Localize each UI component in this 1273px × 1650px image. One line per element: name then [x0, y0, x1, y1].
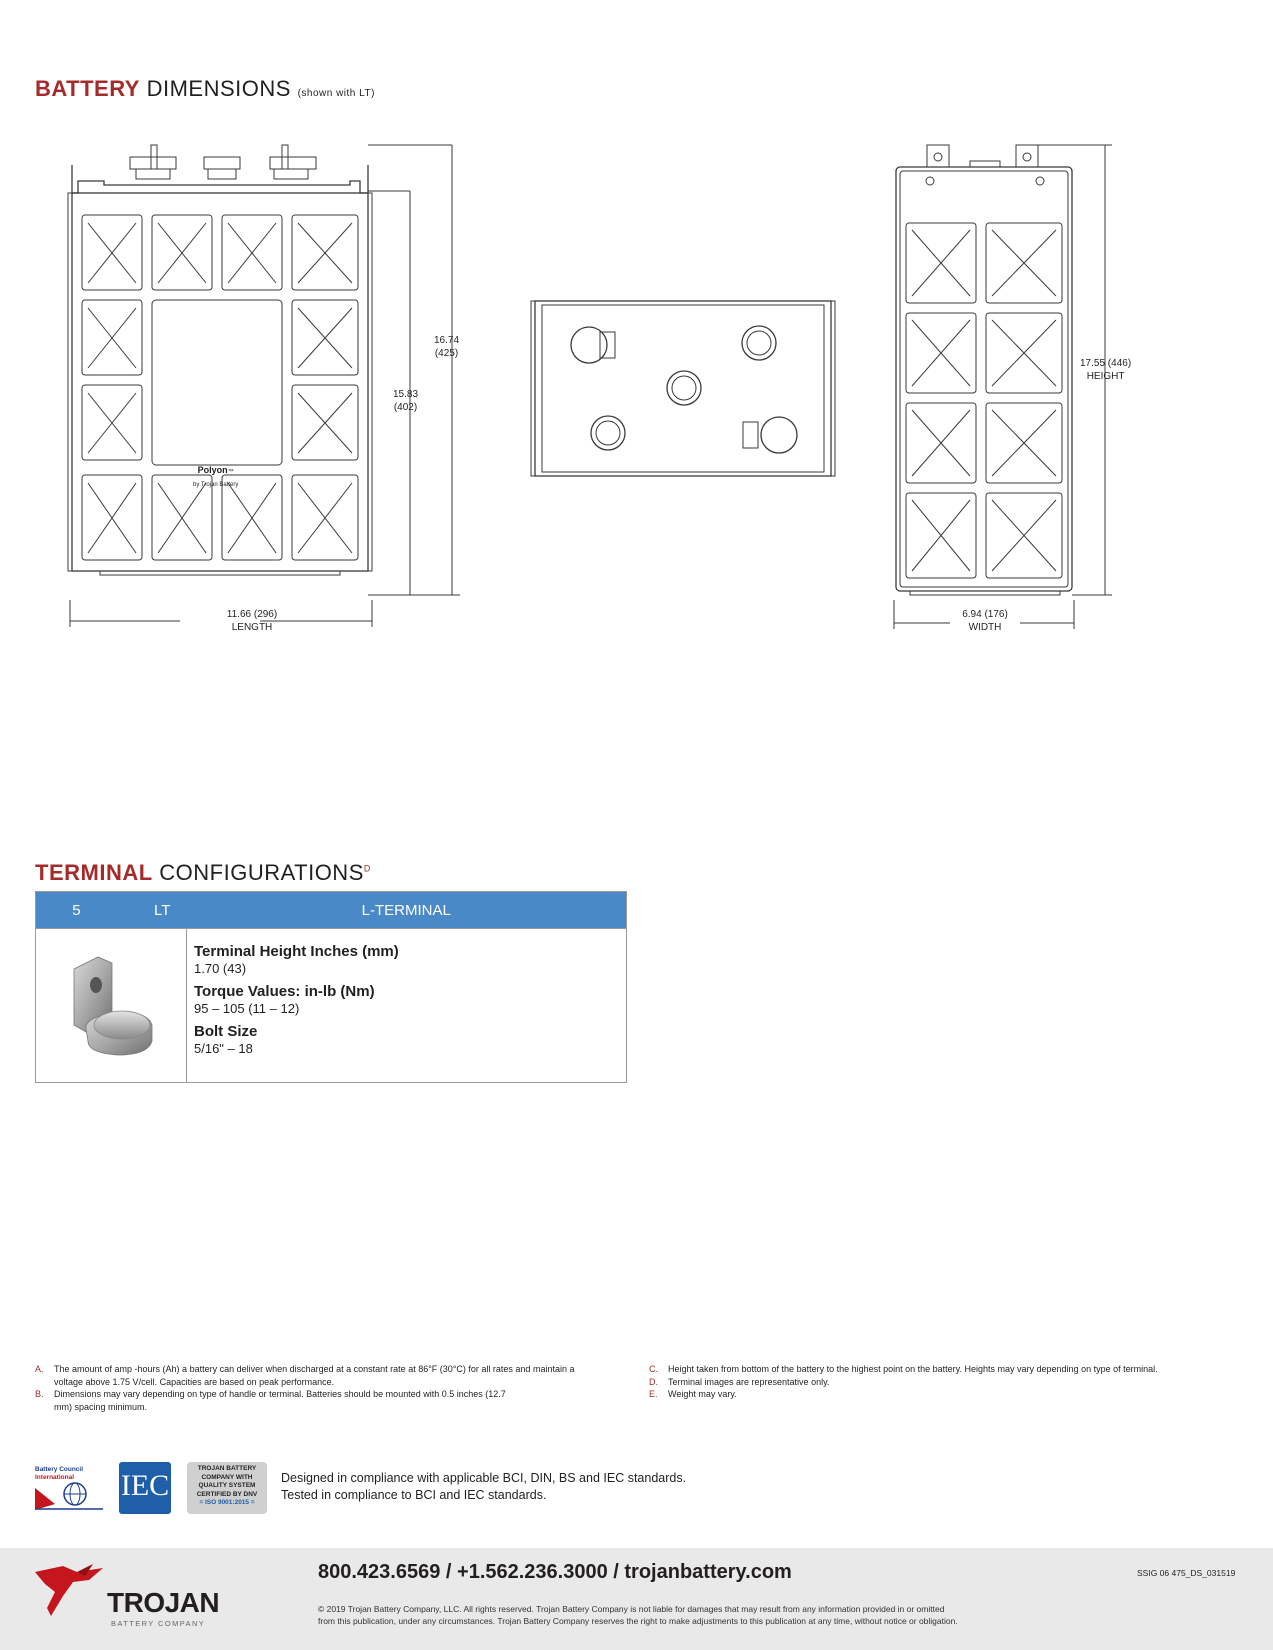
compliance-statement: Designed in compliance with applicable BCI, DIN, BS and IEC standards. Tested in compliance to BCI and IEC standards.	[281, 1471, 687, 1502]
battery-front-view	[60, 135, 480, 635]
footnote-a: A. The amount of amp -hours (Ah) a battery can deliver when discharged at a constant rate at 86°F (30°C) for all rates and maintain a voltage above 1.75 V/cell. Capacities are based on peak performance.	[35, 1364, 575, 1387]
document-code: SSIG 06 475_DS_031519	[1137, 1568, 1236, 1578]
footnote-d: D. Terminal images are representative only.	[649, 1376, 830, 1387]
terminal-table	[35, 891, 627, 1083]
footnote-c: C. Height taken from bottom of the battery to the highest point on the battery. Heights may vary depending on type of terminal.	[649, 1364, 1158, 1374]
terminal-header-name: L-TERMINAL	[187, 892, 627, 929]
terminal-table-row	[36, 929, 627, 1083]
height-outer-dimension: 16.74 (425)	[434, 335, 460, 359]
battery-side-view	[880, 135, 1140, 635]
trojan-wordmark: TROJAN	[107, 1587, 220, 1618]
dnv-certification-badge: TROJAN BATTERY COMPANY WITH QUALITY SYSTEM CERTIFIED BY DNV = ISO 9001:2015 =	[187, 1462, 267, 1514]
footnotes-left	[35, 1363, 575, 1413]
length-dimension: 11.66 (296) LENGTH	[226, 609, 278, 633]
battery-top-view	[530, 295, 840, 485]
footnotes-right	[649, 1363, 1249, 1401]
terminal-header-codes: 5 LT	[36, 892, 187, 929]
side-height-dimension: 17.55 (446) HEIGHT	[1080, 358, 1132, 382]
legal-notice: © 2019 Trojan Battery Company, LLC. All rights reserved. Trojan Battery Company is not liable for damages that may result from any information provided in or omitted from this publication, under any circumstances. Trojan Battery Company reserves the right to make adjustments to this publication at any time, without notice or obligation.	[318, 1604, 958, 1626]
trojan-subbrand: BATTERY COMPANY	[111, 1619, 206, 1628]
battery-dimensions-title: BATTERY DIMENSIONS (shown with LT)	[35, 76, 375, 101]
footnote-e: E. Weight may vary.	[649, 1389, 737, 1399]
trojan-horse-icon	[33, 1562, 113, 1618]
height-inner-dimension: 15.83 (402)	[393, 389, 419, 413]
spec-terminal-height: Terminal Height Inches (mm) 1.70 (43)	[194, 943, 399, 976]
spec-bolt-size: Bolt Size 5/16" – 18	[194, 1023, 258, 1056]
footer	[0, 1548, 1273, 1650]
contact-line: 800.423.6569 / +1.562.236.3000 / trojanbattery.com	[318, 1561, 792, 1583]
l-terminal-image	[36, 929, 186, 1077]
terminal-table-header	[36, 892, 627, 929]
footnote-b: B. Dimensions may vary depending on type of handle or terminal. Batteries should be mounted with 0.5 inches (12.7 mm) spacing minimum.	[35, 1389, 506, 1412]
polyon-logo: Polyon™ by Trojan Battery	[193, 465, 239, 488]
spec-torque: Torque Values: in-lb (Nm) 95 – 105 (11 – 12)	[194, 983, 375, 1016]
bci-logo: Battery Council International	[35, 1466, 103, 1510]
width-dimension: 6.94 (176) WIDTH	[962, 609, 1008, 633]
terminal-image-cell	[36, 929, 187, 1083]
iec-logo: IEC	[119, 1462, 171, 1514]
bci-globe-icon	[35, 1482, 103, 1510]
terminal-configurations-title: TERMINAL $CONFIGURATIONS^D$	[35, 860, 371, 885]
terminal-spec-cell	[187, 929, 627, 1083]
